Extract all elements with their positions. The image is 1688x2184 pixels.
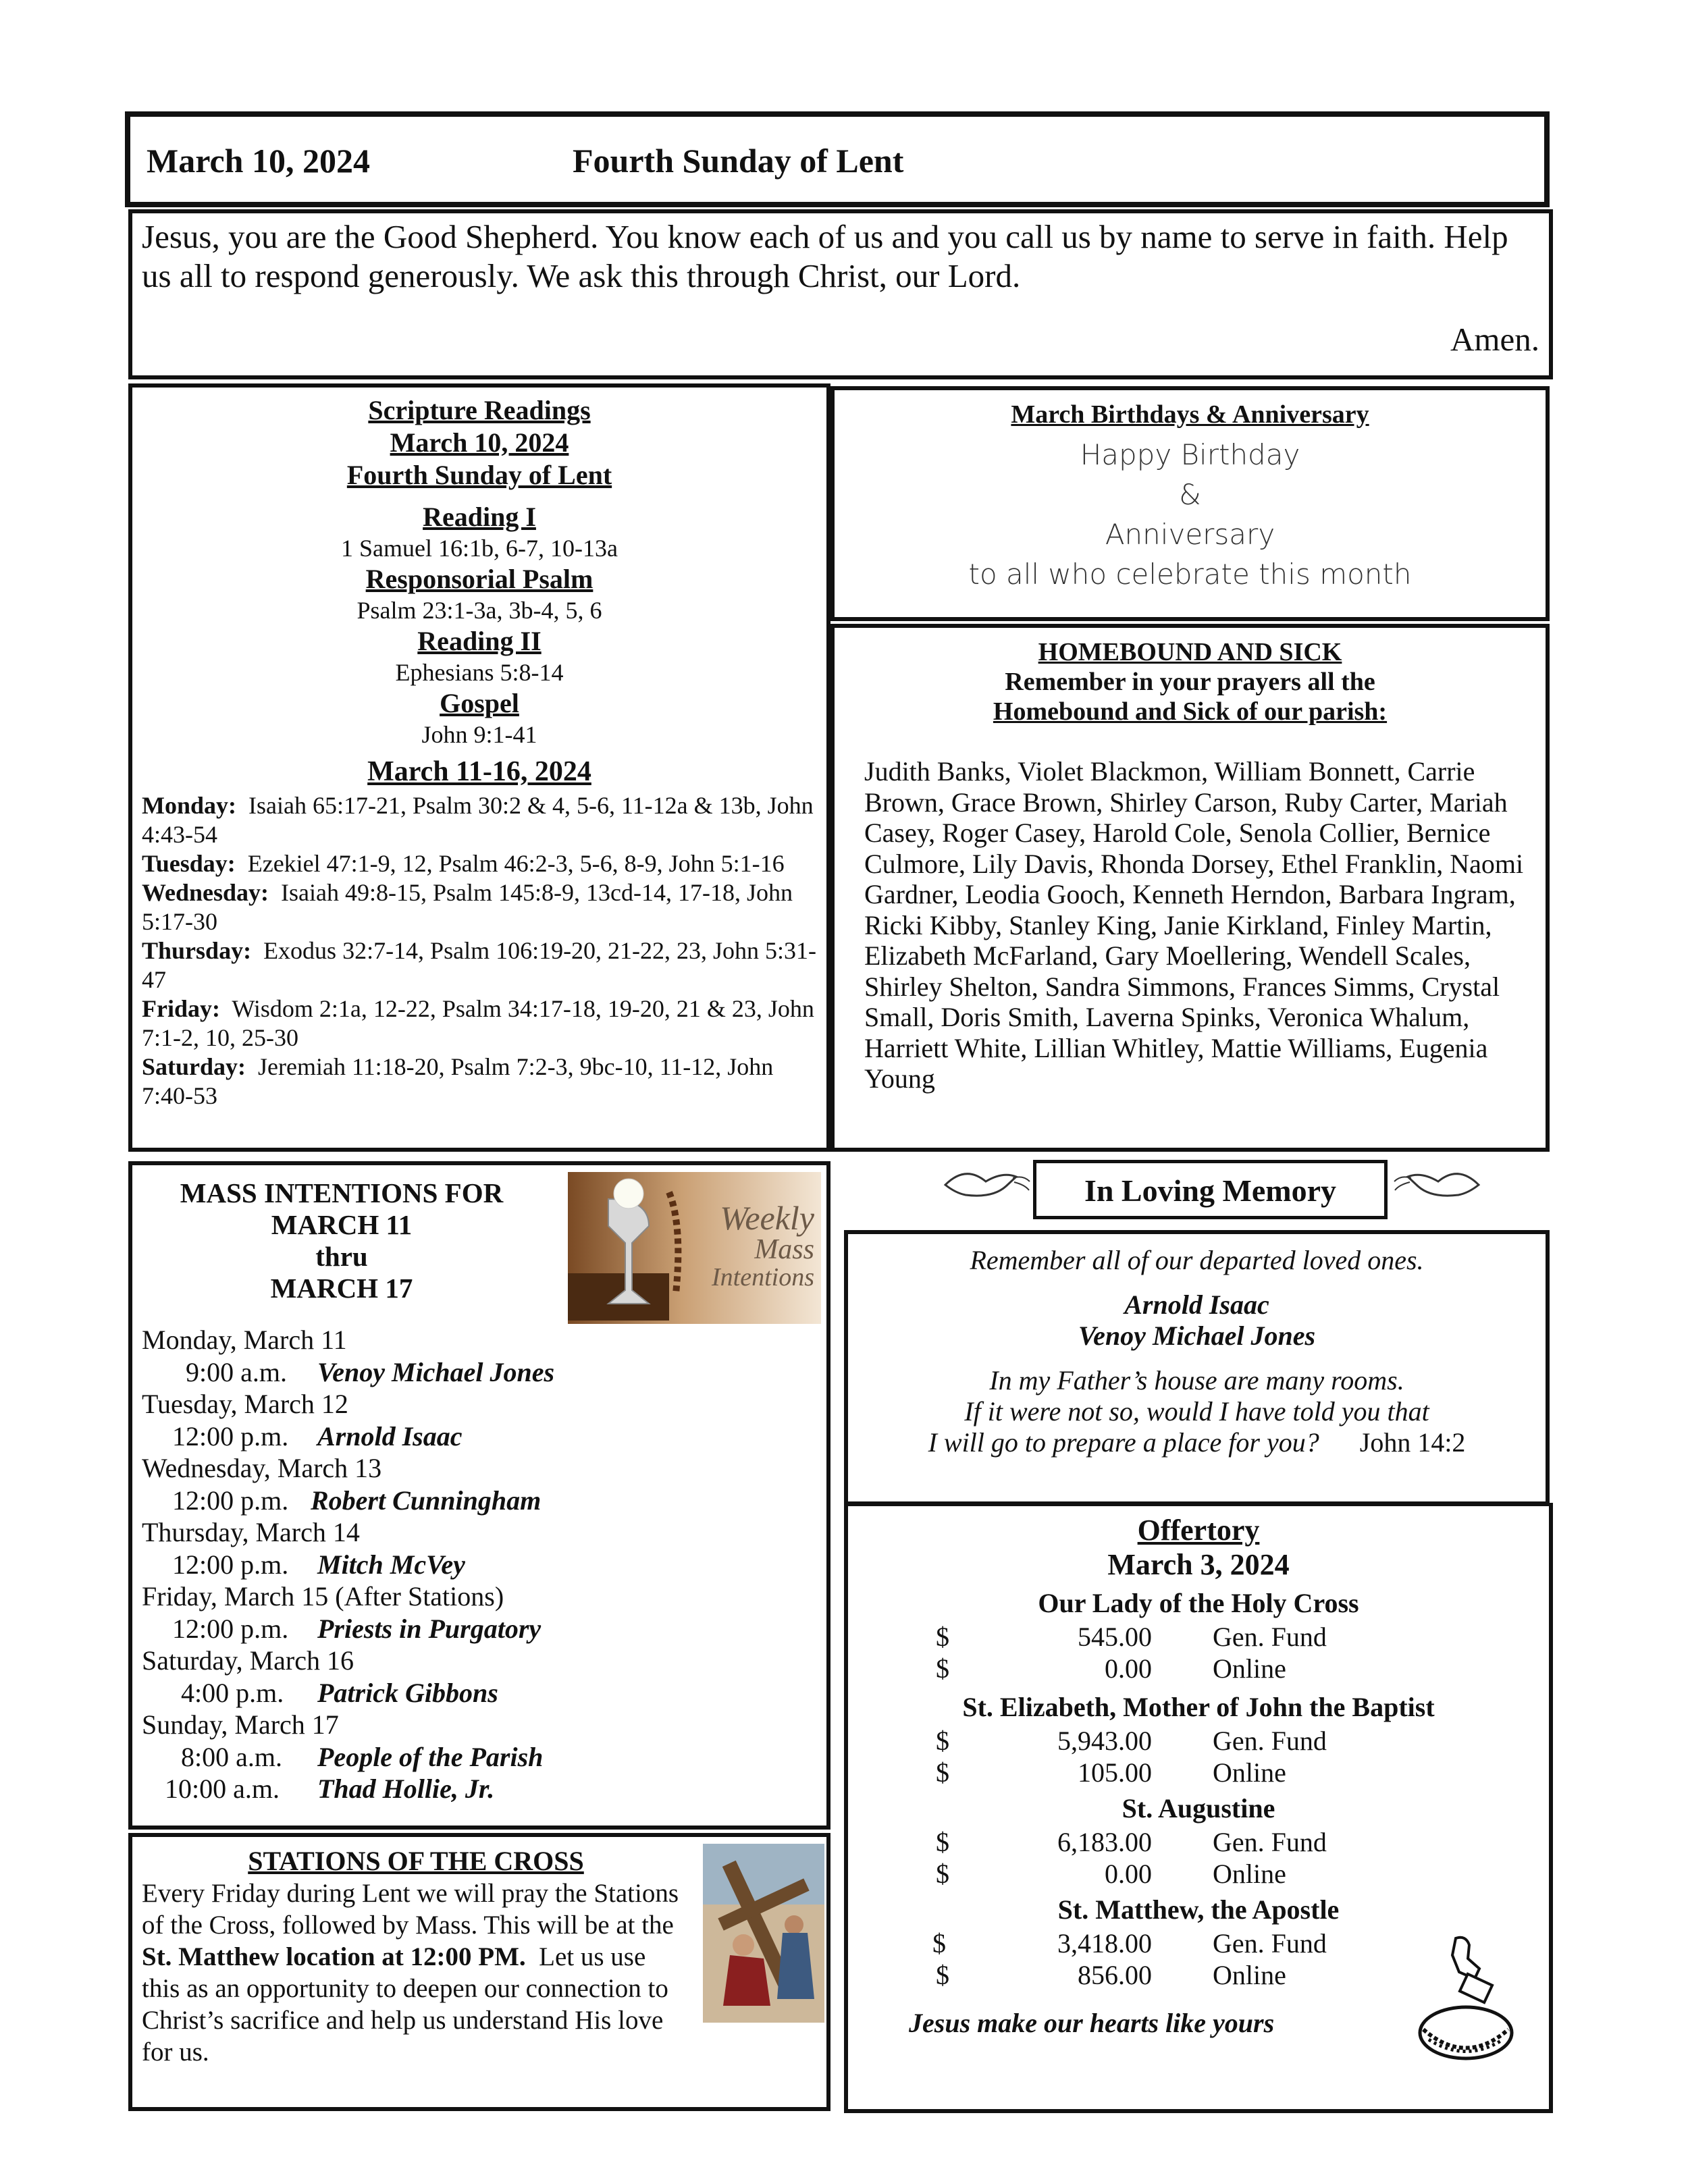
weekday-item: Monday: Isaiah 65:17-21, Psalm 30:2 & 4, 5-6, 11-12a & 13b, John 4:43-54 <box>142 792 814 848</box>
mass-entry: 10:00 a.m. Thad Hollie, Jr. <box>165 1774 495 1804</box>
birthdays-heading: March Birthdays & Anniversary <box>1011 400 1369 429</box>
mass-entry: 12:00 p.m. Priests in Purgatory <box>172 1613 542 1644</box>
homebound-sub-2: Homebound and Sick of our parish: <box>993 697 1388 726</box>
reading-label: Responsorial Psalm <box>365 564 594 594</box>
memory-verse: If it were not so, would I have told you that <box>964 1396 1429 1427</box>
memory-box <box>844 1230 1550 1506</box>
week-heading: March 11-16, 2024 <box>367 756 591 787</box>
memory-title-box <box>1033 1160 1388 1219</box>
memory-verse-line: I will go to prepare a place for you? John 14:2 <box>928 1427 1466 1458</box>
weekly-mass-image <box>568 1172 821 1324</box>
scripture-heading: Scripture Readings <box>368 395 591 425</box>
offertory-row: $ 3,418.00 Gen. Fund <box>932 1928 1327 1959</box>
stations-image <box>703 1844 824 2023</box>
reading-label: Gospel <box>440 688 519 718</box>
memory-verse: In my Father’s house are many rooms. <box>989 1365 1404 1395</box>
mass-day: Monday, March 11 <box>142 1325 347 1355</box>
parish-name: St. Augustine <box>1122 1793 1275 1823</box>
reading-ref: Ephesians 5:8-14 <box>395 659 564 686</box>
offertory-heading: Offertory <box>1137 1514 1260 1547</box>
reading-label: Reading I <box>423 502 536 532</box>
parish-name: St. Matthew, the Apostle <box>1057 1894 1340 1925</box>
scripture-date: March 10, 2024 <box>390 427 569 458</box>
offertory-box <box>844 1503 1553 2113</box>
weekday-item: Thursday: Exodus 32:7-14, Psalm 106:19-20, 21-22, 23, John 5:31-47 <box>142 937 817 993</box>
weekday-item: Wednesday: Isaiah 49:8-15, Psalm 145:8-9, 13cd-14, 17-18, John 5:17-30 <box>142 879 793 935</box>
mass-day: Friday, March 15 (After Stations) <box>142 1581 504 1612</box>
birthday-line: Anniversary <box>1105 518 1275 551</box>
mass-day: Sunday, March 17 <box>142 1709 339 1740</box>
reading-ref: Psalm 23:1-3a, 3b-4, 5, 6 <box>357 597 602 624</box>
memory-name: Arnold Isaac <box>1124 1289 1269 1320</box>
memory-name: Venoy Michael Jones <box>1078 1321 1316 1351</box>
mass-entry: 4:00 p.m. Patrick Gibbons <box>181 1677 498 1708</box>
offertory-row: $ 0.00 Online <box>936 1859 1286 1889</box>
offertory-date: March 3, 2024 <box>1107 1548 1290 1581</box>
birthdays-box <box>830 386 1550 621</box>
scripture-occasion: Fourth Sunday of Lent <box>346 460 612 490</box>
mass-heading: MASS INTENTIONS FOR MARCH 11 thru MARCH 17 <box>180 1177 504 1304</box>
birthday-line: to all who celebrate this month <box>968 558 1412 591</box>
stations-box <box>128 1833 830 2111</box>
mass-entry: 12:00 p.m. Mitch McVey <box>172 1549 465 1580</box>
dove-icon <box>939 1158 1033 1212</box>
weekday-item: Tuesday: Ezekiel 47:1-9, 12, Psalm 46:2-3, 5-6, 8-9, John 5:1-16 <box>142 850 785 877</box>
stations-text: Every Friday during Lent we will pray the Stations of the Cross, followed by Mass. This will be at the St. Matthew location at 12:00 PM. Let us use this as an opportunity to deepen our connection to Christ’s sacrifice and help us understand His love for us. <box>142 1879 679 2067</box>
offertory-row: $ 6,183.00 Gen. Fund <box>936 1827 1327 1857</box>
bulletin-title: Fourth Sunday of Lent <box>573 142 904 180</box>
bulletin-date: March 10, 2024 <box>147 142 370 180</box>
stations-location: St. Matthew location at 12:00 PM. <box>142 1942 526 1971</box>
homebound-names: Judith Banks, Violet Blackmon, William Bonnett, Carrie Brown, Grace Brown, Shirley Carson, Ruby Carter, Mariah Casey, Roger Casey, Harold Cole, Senola Collier, Bernice Culmore, Lily Davis, Rhonda Dorsey, Ethel Franklin, Naomi Gardner, Leodia Gooch, Kenneth Herndon, Barbara Ingram, Ricki Kibby, Stanley King, Janie Kirkland, Finley Martin, Elizabeth McFarland, Gary Moellering, Wendell Scales, Shirley Shelton, Sandra Simmons, Frances Simms, Crystal Small, Doris Smith, Laverna Spinks, Veronica Whalum, Harriett White, Lillian Whitley, Mattie Williams, Eugenia Young <box>864 756 1524 1094</box>
offertory-closing: Jesus make our hearts like yours <box>909 2008 1275 2038</box>
weekly-mass-word: Weekly <box>720 1199 814 1237</box>
homebound-heading: HOMEBOUND AND SICK <box>1038 638 1342 666</box>
offertory-row: $ 545.00 Gen. Fund <box>936 1622 1327 1652</box>
mass-entry: 12:00 p.m. Arnold Isaac <box>172 1420 463 1451</box>
offertory-row: $ 0.00 Online <box>936 1653 1286 1684</box>
verse-ref: John 14:2 <box>1359 1427 1466 1458</box>
parish-name: Our Lady of the Holy Cross <box>1038 1588 1359 1618</box>
weekday-readings <box>142 791 824 1111</box>
mass-intentions-box <box>128 1161 830 1830</box>
opening-prayer: Jesus, you are the Good Shepherd. You know each of us and you call us by name to serve in faith. Help us all to respond generously. We ask this through Christ, our Lord. <box>142 218 1508 294</box>
mass-day: Tuesday, March 12 <box>142 1389 348 1419</box>
weekly-mass-word: Intentions <box>712 1263 814 1291</box>
dove-icon <box>1391 1158 1485 1212</box>
prayer-amen: Amen. <box>1450 321 1539 358</box>
opening-prayer-box <box>128 209 1553 379</box>
scripture-readings-box <box>128 383 830 1152</box>
homebound-box <box>830 624 1550 1152</box>
homebound-sub: Remember in your prayers all the <box>1005 668 1375 696</box>
parish-name: St. Elizabeth, Mother of John the Baptist <box>962 1692 1435 1722</box>
weekday-item: Saturday: Jeremiah 11:18-20, Psalm 7:2-3, 9bc-10, 11-12, John 7:40-53 <box>142 1053 774 1109</box>
weekly-mass-word: Mass <box>754 1234 814 1265</box>
memory-title: In Loving Memory <box>1084 1173 1337 1208</box>
mass-entry: 9:00 a.m. Venoy Michael Jones <box>186 1356 555 1387</box>
mass-day: Thursday, March 14 <box>142 1517 360 1547</box>
mass-entry: 12:00 p.m. Robert Cunningham <box>172 1485 542 1516</box>
stations-heading: STATIONS OF THE CROSS <box>248 1846 584 1876</box>
mass-entry: 8:00 a.m. People of the Parish <box>181 1741 544 1772</box>
offertory-row: $ 105.00 Online <box>936 1757 1286 1788</box>
mass-day: Saturday, March 16 <box>142 1645 354 1676</box>
birthday-line: Happy Birthday <box>1080 438 1300 471</box>
offertory-row: $ 856.00 Online <box>936 1960 1286 1990</box>
mass-day: Wednesday, March 13 <box>142 1453 382 1483</box>
weekday-item: Friday: Wisdom 2:1a, 12-22, Psalm 34:17-18, 19-20, 21 & 23, John 7:1-2, 10, 25-30 <box>142 995 814 1051</box>
reading-ref: John 9:1-41 <box>421 721 537 748</box>
reading-ref: 1 Samuel 16:1b, 6-7, 10-13a <box>341 535 618 562</box>
birthday-line: & <box>1179 478 1201 511</box>
offertory-row: $ 5,943.00 Gen. Fund <box>936 1726 1327 1756</box>
mass-list <box>142 1324 810 1805</box>
memory-intro: Remember all of our departed loved ones. <box>970 1245 1424 1275</box>
header-box <box>125 111 1550 207</box>
reading-label: Reading II <box>417 626 542 656</box>
offering-basket-icon <box>1415 1932 1516 2067</box>
